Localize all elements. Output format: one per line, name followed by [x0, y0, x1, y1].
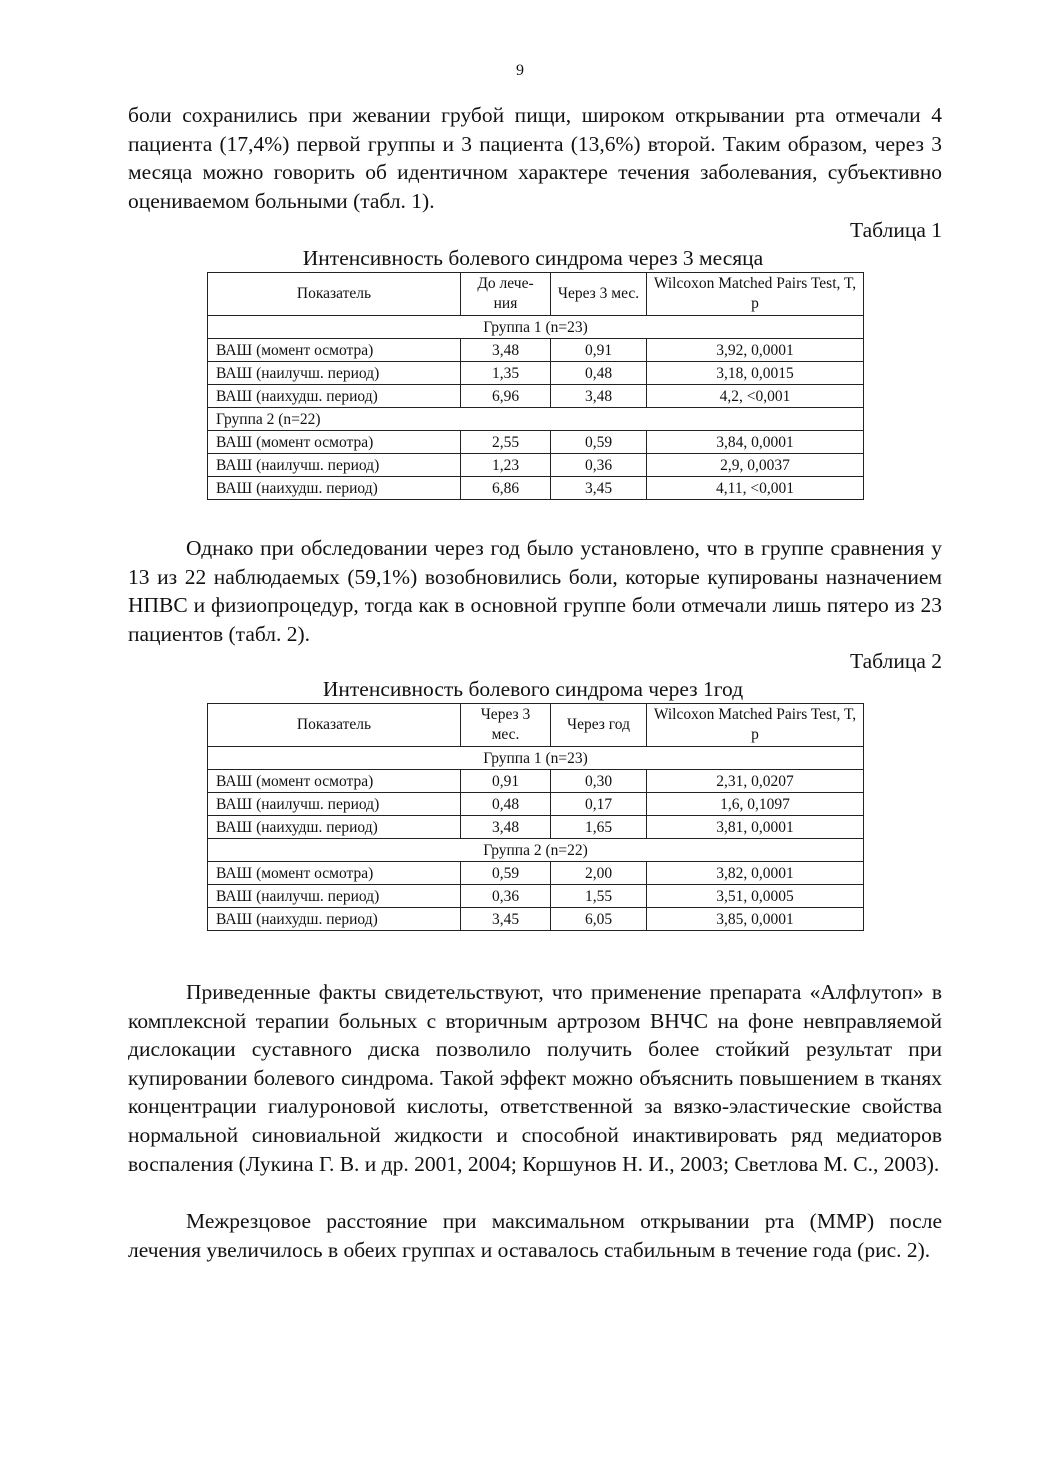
- table-cell: 0,48: [551, 362, 647, 385]
- table-row: [208, 793, 864, 816]
- table1-group2-label: Группа 2 (n=22): [208, 408, 864, 431]
- table-cell: ВАШ (наихудш. период): [208, 816, 461, 839]
- paragraph-mmr: Межрезцовое расстояние при максимальном открывании рта (ММР) после лечения увеличилось в обеих группах и оставалось стабильным в течение года (рис. 2).: [128, 1209, 942, 1262]
- table2-group-row: [208, 839, 864, 862]
- page-number: 9: [516, 62, 524, 79]
- table-cell: 1,6, 0,1097: [647, 793, 864, 816]
- table1-caption: Интенсивность болевого синдрома через 3 месяца: [302, 246, 764, 270]
- table2-header-indicator: Показатель: [208, 704, 461, 747]
- table-cell: 0,59: [461, 862, 551, 885]
- paragraph-conclusion: Приведенные факты свидетельствуют, что применение препарата «Алфлутоп» в комплексной терапии больных с вторичным артрозом ВНЧС на фоне невправляемой дислокации суставного диска позволило получить более стойкий результат при купировании болевого синдрома. Такой эффект можно объяснить повышением в тканях концентрации гиалуроновой кислоты, ответственной за вязко-эластические свойства нормальной синовиальной жидкости и способной инактивировать ряд медиаторов воспаления (Лукина Г. В. и др. 2001, 2004; Коршунов Н. И., 2003; Светлова М. С., 2003).: [128, 980, 942, 1176]
- table-cell: ВАШ (момент осмотра): [208, 770, 461, 793]
- paragraph-year-results: Однако при обследовании через год было установлено, что в группе сравнения у 13 из 22 наблюдаемых (59,1%) возобновились боли, которые купированы назначением НПВС и физиопроцедур, тогда как в основной группе боли отмечали лишь пятеро из 23 пациентов (табл. 2).: [128, 536, 942, 646]
- table-cell: 3,18, 0,0015: [647, 362, 864, 385]
- table-cell: 0,91: [461, 770, 551, 793]
- table2: [207, 703, 864, 931]
- table-cell: ВАШ (наихудш. период): [208, 477, 461, 500]
- table-row: [208, 454, 864, 477]
- table-row: [208, 477, 864, 500]
- table-cell: ВАШ (наилучш. период): [208, 454, 461, 477]
- table-cell: ВАШ (наилучш. период): [208, 885, 461, 908]
- table-cell: 3,92, 0,0001: [647, 339, 864, 362]
- table-row: [208, 362, 864, 385]
- table1-label: Таблица 1: [850, 218, 942, 242]
- table-cell: 3,84, 0,0001: [647, 431, 864, 454]
- table-cell: 2,31, 0,0207: [647, 770, 864, 793]
- table1-header-after3m: Через 3 мес.: [551, 273, 647, 316]
- table1-group-row: [208, 316, 864, 339]
- table2-header-wilcoxon: Wilcoxon Matched Pairs Test, T, p: [647, 704, 864, 747]
- table1-header-row: [208, 273, 864, 316]
- table2-header-row: [208, 704, 864, 747]
- table2-header-after1y: Через год: [551, 704, 647, 747]
- table-cell: 0,30: [551, 770, 647, 793]
- table-row: [208, 339, 864, 362]
- table-cell: 3,48: [461, 816, 551, 839]
- table-cell: 0,17: [551, 793, 647, 816]
- table-cell: 3,48: [551, 385, 647, 408]
- paragraph-intro: боли сохранились при жевании грубой пищи, широком открывании рта отмечали 4 пациента (17,4%) первой группы и 3 пациента (13,6%) второй. Таким образом, через 3 месяца можно говорить об идентичном характере течения заболевания, субъективно оцениваемом больными (табл. 1).: [128, 103, 942, 213]
- table1-header-before: До лече-ния: [461, 273, 551, 316]
- table-cell: 1,65: [551, 816, 647, 839]
- table1-group-row: [208, 408, 864, 431]
- table-cell: 6,86: [461, 477, 551, 500]
- table-cell: 0,48: [461, 793, 551, 816]
- table-cell: 1,35: [461, 362, 551, 385]
- table2-group1-label: Группа 1 (n=23): [208, 747, 864, 770]
- table-row: [208, 862, 864, 885]
- table-cell: 0,59: [551, 431, 647, 454]
- table1-header-wilcoxon: Wilcoxon Matched Pairs Test, T, p: [647, 273, 864, 316]
- table-cell: ВАШ (наилучш. период): [208, 362, 461, 385]
- table-cell: 6,05: [551, 908, 647, 931]
- table-cell: 3,45: [551, 477, 647, 500]
- table-row: [208, 385, 864, 408]
- table-cell: 3,85, 0,0001: [647, 908, 864, 931]
- table-cell: 0,36: [461, 885, 551, 908]
- table2-label: Таблица 2: [850, 649, 942, 673]
- table2-group-row: [208, 747, 864, 770]
- table-cell: 3,48: [461, 339, 551, 362]
- table-row: [208, 431, 864, 454]
- table1: [207, 272, 864, 500]
- table-cell: 3,51, 0,0005: [647, 885, 864, 908]
- table1-group1-label: Группа 1 (n=23): [208, 316, 864, 339]
- table-cell: 3,82, 0,0001: [647, 862, 864, 885]
- table-cell: ВАШ (наихудш. период): [208, 908, 461, 931]
- table-cell: 2,55: [461, 431, 551, 454]
- table-cell: 0,36: [551, 454, 647, 477]
- table-cell: 1,55: [551, 885, 647, 908]
- table2-caption: Интенсивность болевого синдрома через 1год: [322, 677, 744, 701]
- table-cell: 2,9, 0,0037: [647, 454, 864, 477]
- table-row: [208, 908, 864, 931]
- table-cell: 0,91: [551, 339, 647, 362]
- table-cell: 2,00: [551, 862, 647, 885]
- table2-header-after3m: Через 3 мес.: [461, 704, 551, 747]
- table-row: [208, 816, 864, 839]
- table-cell: 3,81, 0,0001: [647, 816, 864, 839]
- table-cell: 3,45: [461, 908, 551, 931]
- table-cell: ВАШ (момент осмотра): [208, 862, 461, 885]
- table-cell: 1,23: [461, 454, 551, 477]
- table-cell: ВАШ (наилучш. период): [208, 793, 461, 816]
- table-row: [208, 770, 864, 793]
- table-cell: 6,96: [461, 385, 551, 408]
- table-cell: 4,11, <0,001: [647, 477, 864, 500]
- table-cell: ВАШ (момент осмотра): [208, 339, 461, 362]
- table2-group2-label: Группа 2 (n=22): [208, 839, 864, 862]
- table-cell: 4,2, <0,001: [647, 385, 864, 408]
- table1-header-indicator: Показатель: [208, 273, 461, 316]
- table-cell: ВАШ (момент осмотра): [208, 431, 461, 454]
- table-cell: ВАШ (наихудш. период): [208, 385, 461, 408]
- table-row: [208, 885, 864, 908]
